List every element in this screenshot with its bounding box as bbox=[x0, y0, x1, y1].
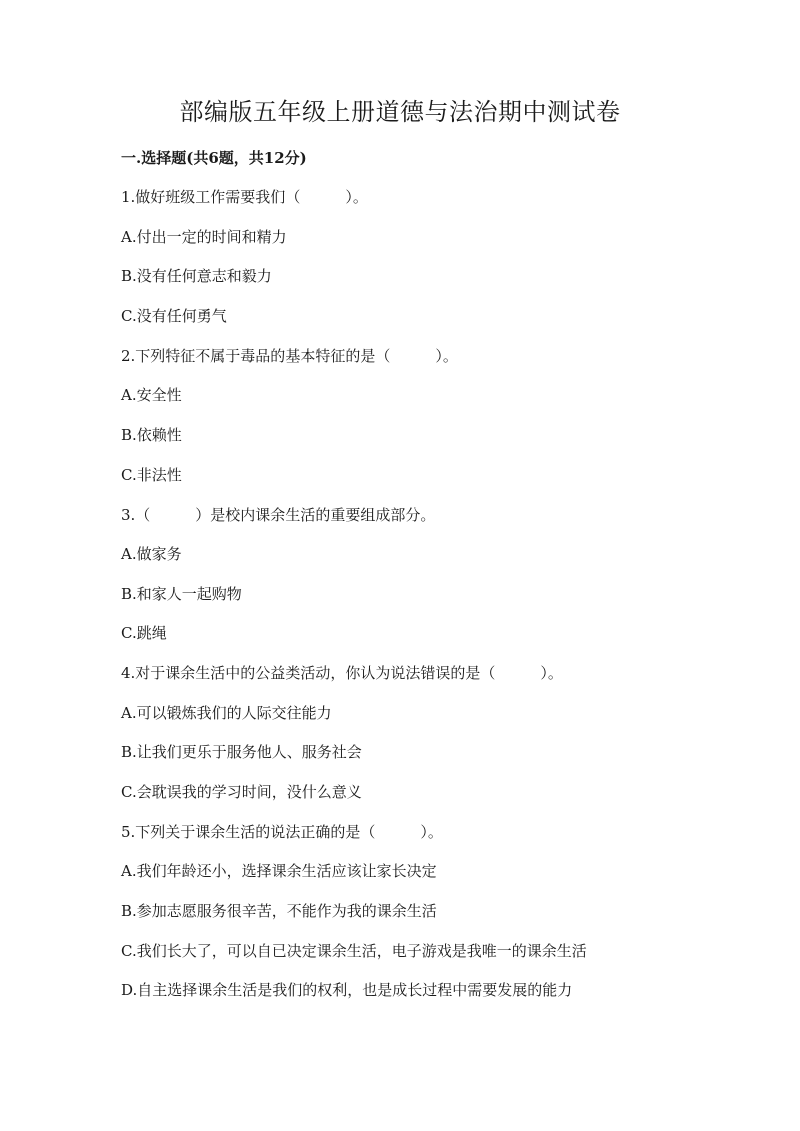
answer-option: B.和家人一起购物 bbox=[121, 585, 242, 603]
answer-option: A.付出一定的时间和精力 bbox=[121, 228, 287, 246]
answer-option: C.没有任何勇气 bbox=[121, 307, 227, 325]
answer-option: B.依赖性 bbox=[121, 426, 182, 444]
answer-option: A.做家务 bbox=[121, 545, 182, 563]
answer-option: C.我们长大了，可以自已决定课余生活，电子游戏是我唯一的课余生活 bbox=[121, 942, 587, 960]
answer-option: C.跳绳 bbox=[121, 624, 167, 642]
section-heading: 一.选择题(共6题，共12分) bbox=[121, 149, 307, 167]
answer-option: C.非法性 bbox=[121, 466, 182, 484]
question-stem: 1.做好班级工作需要我们（ ）。 bbox=[121, 188, 368, 206]
answer-option: A.安全性 bbox=[121, 386, 182, 404]
question-stem: 2.下列特征不属于毒品的基本特征的是（ ）。 bbox=[121, 347, 458, 365]
question-stem: 4.对于课余生活中的公益类活动，你认为说法错误的是（ ）。 bbox=[121, 664, 563, 682]
answer-option: D.自主选择课余生活是我们的权利，也是成长过程中需要发展的能力 bbox=[121, 981, 573, 999]
answer-option: A.我们年龄还小，选择课余生活应该让家长决定 bbox=[121, 862, 437, 880]
answer-option: B.参加志愿服务很辛苦，不能作为我的课余生活 bbox=[121, 902, 437, 920]
page-title: 部编版五年级上册道德与法治期中测试卷 bbox=[179, 98, 621, 126]
answer-option: A.可以锻炼我们的人际交往能力 bbox=[121, 704, 332, 722]
answer-option: B.没有任何意志和毅力 bbox=[121, 267, 272, 285]
answer-option: B.让我们更乐于服务他人、服务社会 bbox=[121, 743, 362, 761]
answer-option: C.会耽误我的学习时间，没什么意义 bbox=[121, 783, 362, 801]
question-stem: 5.下列关于课余生活的说法正确的是（ ）。 bbox=[121, 823, 443, 841]
question-stem: 3.（ ）是校内课余生活的重要组成部分。 bbox=[121, 506, 436, 524]
